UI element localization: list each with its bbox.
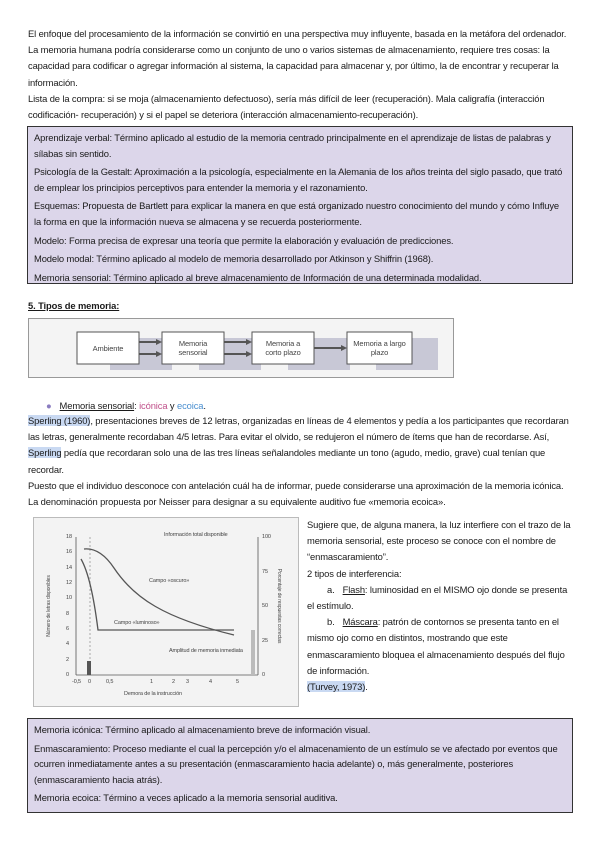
x-tick-label: 0	[88, 679, 91, 685]
flash-item	[307, 582, 575, 614]
period: .	[203, 400, 206, 411]
glossary-box-2	[27, 718, 573, 813]
x-tick-label: 5	[236, 679, 239, 685]
text: : luminosidad en el MISMO ojo donde se presenta el estímulo.	[307, 583, 568, 612]
text: : patrón de contornos se presenta tanto en el mismo ojo como en distintos, mostrando que este enmascaramiento bloquea el almacenamiento después del flujo de información.	[307, 616, 565, 676]
y-tick-label: 16	[66, 549, 72, 556]
x-tick-label: -0,5	[72, 679, 81, 685]
period: .	[365, 681, 368, 693]
light-field-label: Campo «luminoso»	[114, 620, 160, 626]
x-tick-label: 3	[186, 679, 189, 685]
glossary-entry: Memoria sensorial: Término aplicado al breve almacenamiento de Información de una determinada modalidad.	[34, 271, 482, 283]
y-tick-label: 0	[66, 672, 69, 678]
y-tick-label: 8	[66, 610, 69, 617]
y-tick-label: 10	[66, 595, 72, 602]
text: pedía que recordaran solo una de las tres líneas señalandoles mediante un tono (agudo, medio, grave) cual tenían que recordar.	[28, 447, 546, 475]
y2-tick-label: 0	[262, 672, 265, 678]
separator: :	[134, 400, 140, 411]
y2-tick-label: 50	[262, 603, 268, 609]
sperling-citation: Sperling (1960)	[28, 415, 91, 426]
x-tick-label: 2	[172, 679, 175, 685]
iconic-term: icónica	[139, 400, 168, 411]
masking-notes	[307, 517, 575, 695]
glossary-entry: Memoria icónica: Término aplicado al almacenamiento breve de información visual.	[34, 724, 371, 735]
sperling-name: Sperling	[28, 447, 62, 459]
span-label: Amplitud de memoria inmediata	[169, 648, 243, 654]
dark-field-label: Campo «oscuro»	[149, 578, 190, 584]
y-tick-label: 14	[66, 564, 72, 571]
glossary-entry: Psicología de la Gestalt: Aproximación a la psicología, especialmente en la Alemania de los años treinta del siglo pasado, que trató de emplear los principios perceptivos para entender la memoria y el razonamiento.	[34, 166, 563, 193]
echoic-term: ecoica	[176, 400, 204, 411]
x-tick-label: 4	[209, 679, 212, 685]
y-tick-label: 4	[66, 641, 69, 648]
intro-paragraph: El enfoque del procesamiento de la información se convirtió en una perspectiva muy influyente, basada en la metáfora del ordenador. La memoria humana podría considerarse como un conjunto de uno o varios sistemas de almacenamiento, requiere tres cosas: la capacidad para codificar o agregar información al sistema, la capacidad para almacenar y, por último, la de encontrar y recuperar la información.	[28, 28, 567, 88]
flow-box-long-term: Memoria a largo plazo	[353, 339, 406, 357]
flow-box-sensory: Memoria sensorial	[178, 339, 208, 357]
glossary-entry: Memoria ecoica: Término a veces aplicado a la memoria sensorial auditiva.	[34, 792, 338, 804]
flash-term: Flash	[342, 583, 365, 595]
y-tick-label: 12	[66, 580, 72, 586]
glossary-entry: Aprendizaje verbal: Término aplicado al estudio de la memoria centrado principalmente en el aprendizaje de listas de palabras y sílabas sin sentido.	[34, 132, 551, 159]
sperling-paragraph	[28, 413, 576, 478]
turvey-citation: (Turvey, 1973)	[307, 681, 366, 693]
glossary-entry: Modelo: Forma precisa de expresar una teoría que permite la elaboración y evaluación de predicciones.	[34, 234, 454, 246]
glossary-entry: Enmascaramiento: Proceso mediante el cual la percepción y/o el almacenamiento de un estímulo se ve afectado por eventos que ocurren inmediatamente antes a su presentación (enmascaramiento hacia adelante) o, más generalmente, posteriores (enmascaramiento hacia atrás).	[34, 742, 558, 785]
masking-paragraph: Sugiere que, de alguna manera, la luz interfiere con el trazo de la memoria sensorial, este proceso se conoce con el nombre de “enmascaramiento”.	[307, 519, 571, 563]
glossary-box-1	[27, 126, 573, 284]
list-marker: a.	[327, 583, 335, 595]
x-axis-label: Demora de la instrucción	[124, 691, 182, 697]
x-tick-label: 0,5	[106, 679, 114, 685]
sperling-figure	[33, 517, 299, 707]
intro	[28, 26, 576, 123]
x-tick-label: 1	[150, 679, 153, 685]
flow-box-environment: Ambiente	[92, 343, 124, 353]
section-title: 5. Tipos de memoria:	[28, 300, 120, 311]
mask-item	[307, 614, 575, 679]
bullet-icon: ●	[46, 400, 52, 411]
y2-tick-label: 25	[262, 637, 268, 644]
neisser-paragraph: Puesto que el individuo desconoce con antelación cuál ha de informar, puede considerarse una aproximación de la memoria icónica. La denominación propuesta por Neisser para designar a su equivalente auditivo fue «memoria ecoica».	[28, 479, 564, 508]
y2-axis-label: Porcentaje de respuestas correctas	[276, 568, 282, 644]
bullet-item	[46, 400, 206, 411]
flow-box-short-term: Memoria a corto plazo	[265, 339, 301, 357]
text: , presentaciones breves de 12 letras, organizadas en líneas de 4 elementos y pedía a los participantes que recordaran las letras, generalmente recordaban 4/5 letras. Para evitar el olvido, se redujeron el número de ítems que han de recordarse. Así,	[28, 415, 569, 443]
sperling-section	[28, 413, 576, 510]
y-tick-label: 18	[66, 534, 72, 540]
bullet-label: Memoria sensorial	[59, 400, 135, 411]
y2-tick-label: 100	[262, 534, 271, 540]
interference-heading: 2 tipos de interferencia:	[307, 567, 402, 579]
y2-tick-label: 75	[262, 568, 268, 575]
y-tick-label: 2	[66, 656, 69, 663]
glossary-entry: Esquemas: Propuesta de Bartlett para explicar la manera en que está organizado nuestro conocimiento del mundo y cómo Influye la forma en que la información nueva se almacena y se recuerda posteriormente.	[34, 200, 560, 227]
conjunction: y	[167, 400, 177, 411]
y-tick-label: 6	[66, 626, 69, 632]
shopping-list-paragraph: Lista de la compra: si se moja (almacenamiento defectuoso), sería más difícil de leer (recuperación). Mala caligrafía (interacción codificación- recuperación) y si el papel se deteriora (interacción almacenamiento-recuperación).	[28, 92, 545, 121]
memory-flow-diagram	[28, 318, 454, 378]
list-marker: b.	[327, 616, 335, 628]
glossary-entry: Modelo modal: Término aplicado al modelo de memoria desarrollado por Atkinson y Shiffrin (1968).	[34, 253, 434, 265]
citation	[307, 679, 575, 695]
mask-term: Máscara	[342, 616, 378, 628]
y-axis-label: Número de letras disponibles	[46, 575, 52, 637]
figure-title: Información total disponible	[164, 532, 228, 538]
